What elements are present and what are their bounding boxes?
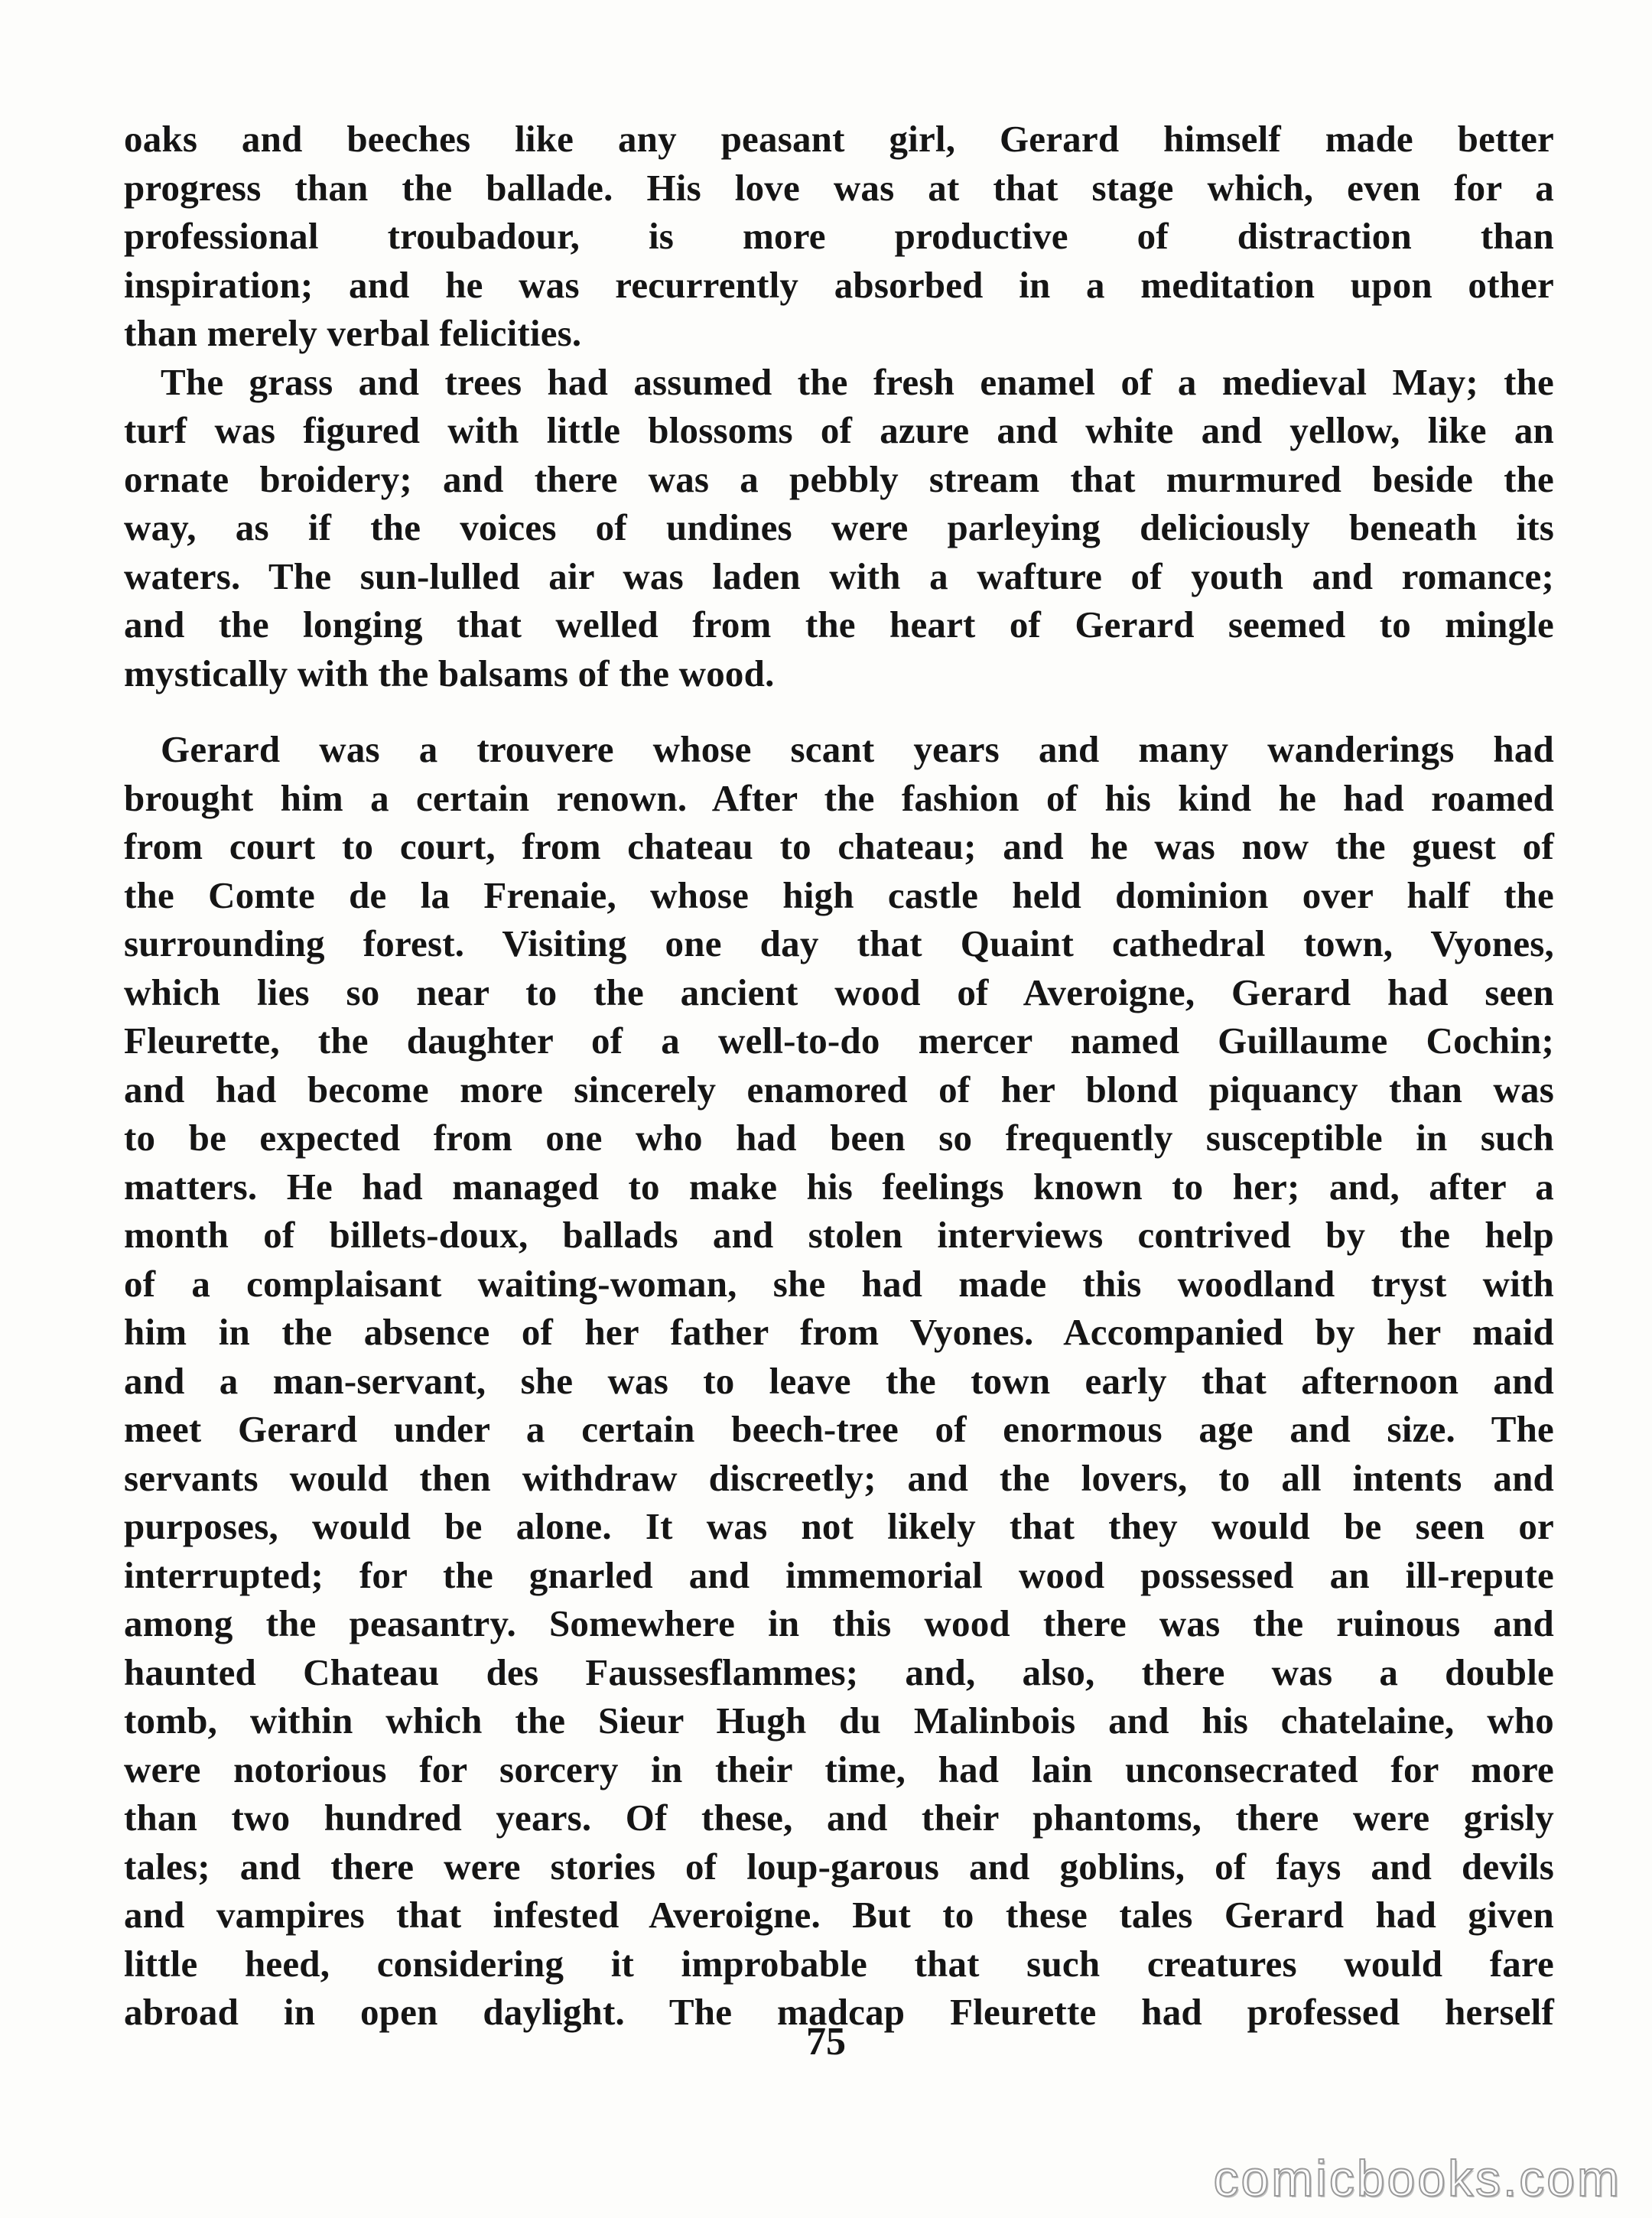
paragraph-3: [124, 725, 1554, 2037]
text-line: tales; and there were stories of loup-garous and goblins, of fays and devils: [124, 1845, 1554, 1888]
text-line: matters. He had managed to make his feelings known to her; and, after a: [124, 1165, 1554, 1208]
text-line: ornate broidery; and there was a pebbly stream that murmured beside the: [124, 457, 1554, 500]
paragraph-1: [124, 115, 1554, 358]
text-line: from court to court, from chateau to chateau; and he was now the guest of: [124, 825, 1554, 867]
text-line: and the longing that welled from the heart of Gerard seemed to mingle: [124, 603, 1554, 646]
text-line: and vampires that infested Averoigne. But to these tales Gerard had given: [124, 1894, 1554, 1936]
text-line: waters. The sun-lulled air was laden with a wafture of youth and romance;: [124, 554, 1554, 597]
text-line: progress than the ballade. His love was at that stage which, even for a: [124, 166, 1554, 209]
text-block-top: [124, 115, 1554, 698]
text-line: of a complaisant waiting-woman, she had made this woodland tryst with: [124, 1262, 1554, 1305]
text-line: mystically with the balsams of the wood.: [124, 652, 775, 694]
text-line: Gerard was a trouvere whose scant years and many wanderings had: [161, 728, 1554, 770]
text-line: the Comte de la Frenaie, whose high castle held dominion over half the: [124, 873, 1554, 916]
text-line: to be expected from one who had been so frequently susceptible in such: [124, 1117, 1554, 1159]
text-line: The grass and trees had assumed the fresh enamel of a medieval May; the: [161, 360, 1554, 403]
text-line: professional troubadour, is more productive of distraction than: [124, 215, 1554, 257]
text-line: which lies so near to the ancient wood of Averoigne, Gerard had seen: [124, 971, 1554, 1013]
text-line: month of billets-doux, ballads and stolen interviews contrived by the help: [124, 1214, 1554, 1256]
text-line: interrupted; for the gnarled and immemorial wood possessed an ill-repute: [124, 1553, 1554, 1596]
text-line: among the peasantry. Somewhere in this wood there was the ruinous and: [124, 1602, 1554, 1644]
text-line: surrounding forest. Visiting one day that Quaint cathedral town, Vyones,: [124, 922, 1554, 964]
text-block-bottom: [124, 725, 1554, 2037]
text-line: than merely verbal felicities.: [124, 312, 582, 354]
text-line: oaks and beeches like any peasant girl, Gerard himself made better: [124, 118, 1554, 160]
text-line: servants would then withdraw discreetly; and the lovers, to all intents and: [124, 1456, 1554, 1499]
text-line: were notorious for sorcery in their time, had lain unconsecrated for more: [124, 1748, 1554, 1790]
text-line: brought him a certain renown. After the fashion of his kind he had roamed: [124, 776, 1554, 819]
text-line: Fleurette, the daughter of a well-to-do mercer named Guillaume Cochin;: [124, 1020, 1554, 1062]
text-line: haunted Chateau des Faussesflammes; and, also, there was a double: [124, 1650, 1554, 1693]
text-line: turf was figured with little blossoms of azure and white and yellow, like an: [124, 409, 1554, 451]
text-line: abroad in open daylight. The madcap Fleurette had professed herself: [124, 1991, 1554, 2033]
text-line: meet Gerard under a certain beech-tree of enormous age and size. The: [124, 1408, 1554, 1450]
text-line: way, as if the voices of undines were parleying deliciously beneath its: [124, 506, 1554, 548]
text-line: purposes, would be alone. It was not likely that they would be seen or: [124, 1505, 1554, 1547]
text-line: than two hundred years. Of these, and their phantoms, there were grisly: [124, 1797, 1554, 1839]
text-line: and a man-servant, she was to leave the town early that afternoon and: [124, 1359, 1554, 1402]
watermark: comicbooks.com: [1213, 2150, 1621, 2207]
text-line: and had become more sincerely enamored of her blond piquancy than was: [124, 1068, 1554, 1111]
text-line: inspiration; and he was recurrently absorbed in a meditation upon other: [124, 263, 1554, 306]
text-line: little heed, considering it improbable that such creatures would fare: [124, 1942, 1554, 1985]
text-line: him in the absence of her father from Vyones. Accompanied by her maid: [124, 1311, 1554, 1353]
paragraph-2: [124, 358, 1554, 698]
page-number: 75: [806, 2020, 846, 2064]
text-line: tomb, within which the Sieur Hugh du Malinbois and his chatelaine, who: [124, 1699, 1554, 1742]
